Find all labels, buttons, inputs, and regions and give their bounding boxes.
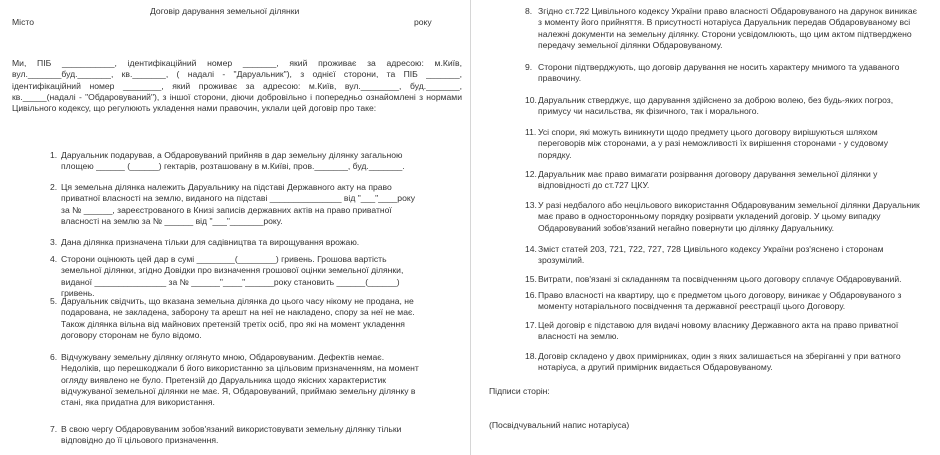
clause-6 [50, 352, 419, 408]
clause-text: Сторони оцінюють цей дар в сумі ________(________) гривень. Грошова вартість земельної ділянки, згідно Довідки про визначення грошової оцінки земельної ділянки, виданої _______________ за № ______"____"______року становить ______(______) гривень. [61, 254, 404, 298]
clause-7 [50, 424, 419, 447]
clause-1 [50, 150, 419, 173]
clause-number: 2. [50, 182, 58, 192]
clause-number: 5. [50, 296, 58, 306]
clause-text: В свою чергу Обдаровуваним зобов'язаний використовувати земельну ділянку тільки відповідно до її цільового призначення. [61, 424, 402, 446]
clause-number: 16. [525, 290, 537, 300]
year-label: року [414, 17, 432, 27]
document-title: Договір дарування земельної ділянки [150, 6, 300, 16]
clause-10 [525, 95, 923, 118]
clause-text: Даруальник має право вимагати розірвання договору дарування земельної ділянки у відповідності до ст.727 ЦКУ. [538, 169, 878, 191]
clause-17 [525, 320, 923, 343]
clause-16 [525, 290, 923, 313]
clause-number: 8. [525, 6, 533, 16]
clause-number: 13. [525, 200, 537, 210]
clause-18 [525, 351, 923, 374]
column-divider [470, 0, 471, 455]
clause-text: Ця земельна ділянка належить Даруальнику на підставі Державного акту на право приватної власності на землю, виданого на підставі _______________ від "___"____року за № ______, зареєстрованого в Книзі записів державних актів на право приватної власності на землю за № ______ від "___"_______року. [61, 182, 416, 226]
intro-paragraph: Ми, ПІБ ___________, ідентифікаційний номер _______, який проживає за адресою: м.Київ, вул._______буд._______, кв._______, ( надалі - "Даруальник"), з однієї сторони, та ПІБ _______, ідентифікаційний номер ________, який проживає за адресою: м.Київ, вул.________, буд._______, кв._____(надалі - "Обдаровуваний"), з іншої сторони, діючи добровільно і попередньо ознайомлені з нормами Цивільного кодексу, що регулюють укладення нами правочин, уклали цей договір про таке: [12, 58, 462, 114]
clause-4 [50, 254, 419, 299]
clause-text: Даруальник стверджує, що дарування здійснено за доброю волею, без будь-яких погроз, примусу чи насильства, як фізичного, так і морального. [538, 95, 894, 117]
clause-number: 14. [525, 244, 537, 254]
clause-number: 17. [525, 320, 537, 330]
signatures-label: Підписи сторін: [489, 386, 550, 396]
clause-number: 10. [525, 95, 537, 105]
clause-text: Даруальник свідчить, що вказана земельна ділянка до цього часу нікому не продана, не подарована, не закладена, заборону та арешт на неї не накладено, спору за неї не має. Також ділянка вільна від майнових претензій третіх осіб, про які на момент укладення договору сторонам не було відомо. [61, 296, 415, 340]
clause-number: 11. [525, 127, 537, 137]
clause-14 [525, 244, 923, 267]
clause-number: 12. [525, 169, 537, 179]
clause-number: 9. [525, 62, 533, 72]
clause-number: 4. [50, 254, 58, 264]
clause-text: Цей договір є підставою для видачі новому власнику Державного акта на право приватної власності на землю. [538, 320, 899, 342]
clause-number: 6. [50, 352, 58, 362]
clause-text: Сторони підтверджують, що договір дарування не носить характеру мнимого та удаваного правочину. [538, 62, 900, 84]
clause-2 [50, 182, 419, 227]
clause-11 [525, 127, 923, 161]
clause-8 [525, 6, 923, 51]
clause-text: Згідно ст.722 Цивільного кодексу України право власності Обдаровуваного на дарунок виникає з моменту його прийняття. В присутності нотаріуса Даруальник передав Обдаровуваному всі належні документи на земельну ділянку. Сторони усвідомлюють, що цим актом підтверджено передачу земельної ділянки Обдаровуваному. [538, 6, 917, 50]
clause-text: Право власності на квартиру, що є предметом цього договору, виникає у Обдаровуваного з моменту нотаріального посвідчення та державної реєстрації цього Договору. [538, 290, 902, 312]
clause-3 [50, 237, 419, 248]
notary-inscription-label: (Посвідчувальний напис нотаріуса) [489, 420, 630, 430]
city-label: Місто [12, 17, 34, 27]
clause-text: Договір складено у двох примірниках, один з яких залишається на зберіганні у при ватного нотаріуса, а другий примірник видається Обдаровуваному. [538, 351, 901, 373]
clause-text: Зміст статей 203, 721, 722, 727, 728 Цивільного кодексу України роз'яснено і сторонам зрозумілий. [538, 244, 884, 266]
clause-text: Усі спори, які можуть виникнути щодо предмету цього договору вирішуються шляхом переговорів між сторонами, а у разі неможливості їх вирішення сторонами - у судовому порядку. [538, 127, 889, 160]
clause-text: Відчужувану земельну ділянку оглянуто мною, Обдаровуваним. Дефектів немає. Недоліків, що перешкоджали б його використанню за цільовим призначенням, на момент огляду виявлено не було. Претензій до Даруальника щодо якісних характеристик відчужуваної земельної ділянки не має. Я, Обдаровуваний, приймаю земельну ділянку в стані, яка придатна для використання. [61, 352, 419, 408]
clause-13 [525, 200, 923, 234]
clause-text: Дана ділянка призначена тільки для садівництва та вирощування врожаю. [61, 237, 360, 247]
clause-number: 1. [50, 150, 58, 160]
clause-number: 15. [525, 274, 537, 284]
clause-15 [525, 274, 923, 285]
clause-text: У разі недбалого або нецільового використання Обдаровуваним земельної ділянки Даруальник має право в односторонньому порядку розірвати укладений договір. У цьому випадку Обдаровуваний зобов'язаний негайно повернути цю ділянку Даруальнику. [538, 200, 920, 233]
clause-number: 7. [50, 424, 58, 434]
clause-number: 18. [525, 351, 537, 361]
clause-5 [50, 296, 419, 341]
clause-9 [525, 62, 923, 85]
clause-number: 3. [50, 237, 58, 247]
clause-12 [525, 169, 923, 192]
clause-text: Витрати, пов'язані зі складанням та посвідченням цього договору сплачує Обдаровуваний. [538, 274, 902, 284]
clause-text: Даруальник подарував, а Обдаровуваний прийняв в дар земельну ділянку загальною площею ______ (______) гектарів, розташовану в м.Київі, пров._______, буд._______. [61, 150, 405, 172]
